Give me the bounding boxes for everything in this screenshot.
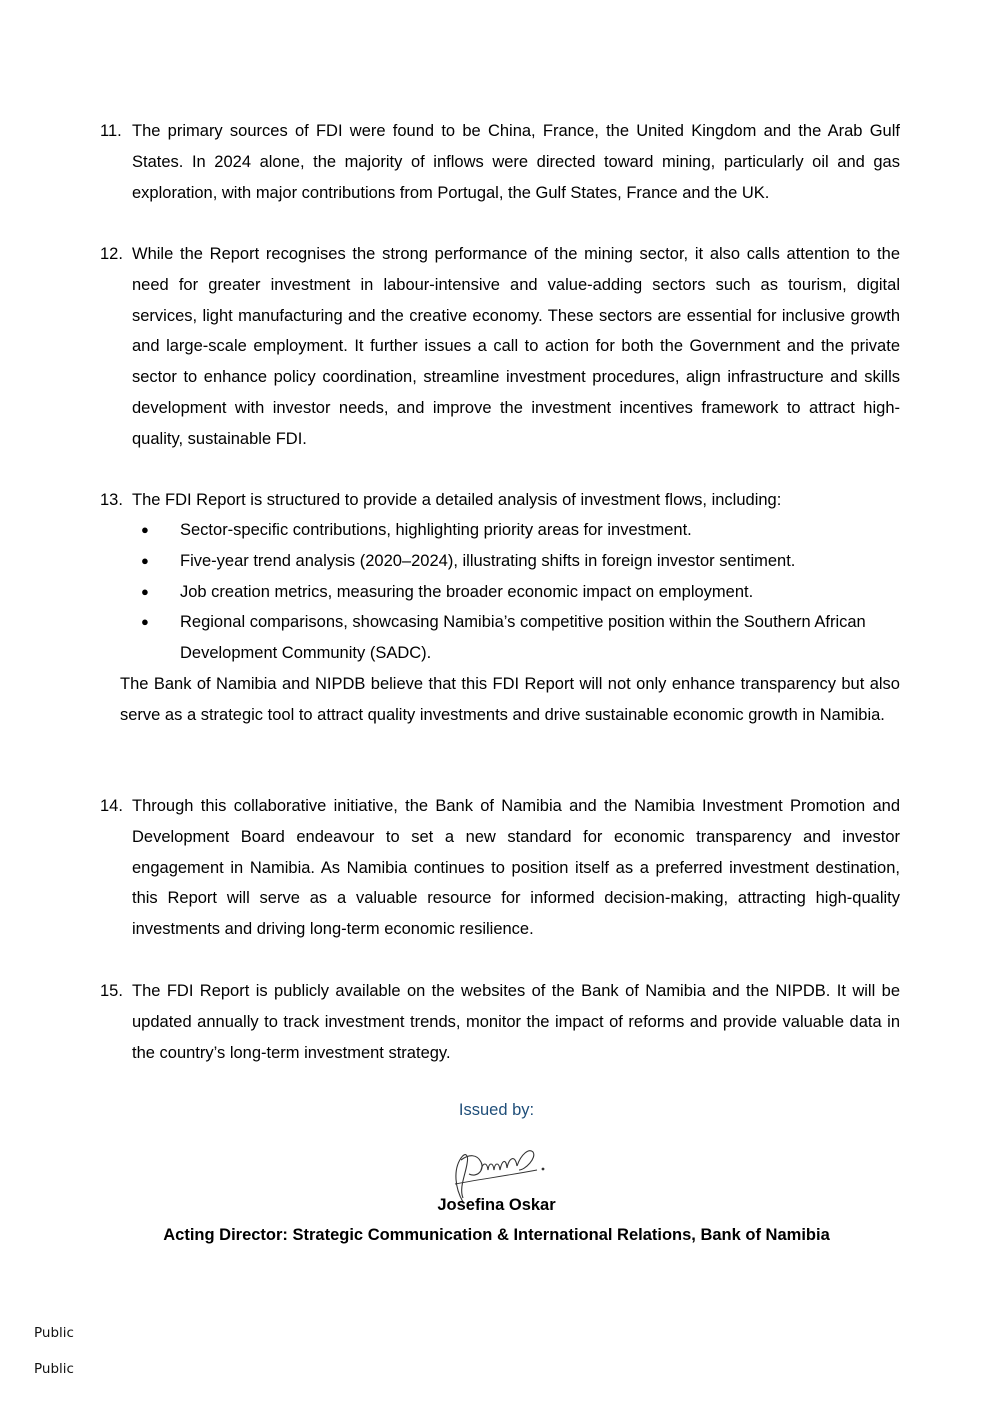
signer-name: Josefina Oskar [437, 1196, 556, 1214]
paragraph-14 [100, 791, 900, 945]
list-item [132, 515, 900, 546]
bullet-icon: ● [141, 614, 149, 630]
bullet-icon: ● [141, 552, 149, 568]
bullet-list [132, 515, 900, 669]
paragraph-13 [100, 485, 900, 516]
paragraph-text: The FDI Report is publicly available on the websites of the Bank of Namibia and the NIPDB. It will be updated annually to track investment trends, monitor the impact of reforms and provide valuable data in the country’s long-term investment strategy. [132, 982, 900, 1062]
signer-title: Acting Director: Strategic Communication & International Relations, Bank of Namibia [163, 1226, 830, 1244]
paragraph-text: The FDI Report is structured to provide a detailed analysis of investment flows, including: [132, 491, 782, 509]
paragraph-number: 13. [100, 491, 123, 509]
list-item-text: Sector-specific contributions, highlighting priority areas for investment. [180, 521, 692, 539]
paragraph-13-closing: The Bank of Namibia and NIPDB believe that this FDI Report will not only enhance transparency but also serve as a strategic tool to attract quality investments and drive sustainable economic growth in Namibia. [120, 675, 900, 724]
classification-label: Public [34, 1361, 74, 1377]
bullet-icon: ● [141, 522, 149, 537]
paragraph-text: The primary sources of FDI were found to be China, France, the United Kingdom and the Arab Gulf States. In 2024 alone, the majority of inflows were directed toward mining, particularly oil and gas exploration, with major contributions from Portugal, the Gulf States, France and the UK. [132, 122, 900, 202]
list-item [132, 607, 900, 669]
list-item-text: Five-year trend analysis (2020–2024), illustrating shifts in foreign investor sentiment. [180, 551, 796, 570]
issued-by-label: Issued by: [458, 1101, 535, 1119]
list-item-text: Regional comparisons, showcasing Namibia’s competitive position within the Southern African Development Community (SADC). [180, 613, 866, 663]
paragraph-text: Through this collaborative initiative, the Bank of Namibia and the Namibia Investment Promotion and Development Board endeavour to set a new standard for economic transparency and investor engagement in Namibia. As Namibia continues to position itself as a preferred investment destination, this Report will serve as a valuable resource for informed decision-making, attracting high-quality investments and driving long-term economic resilience. [132, 797, 900, 939]
paragraph-number: 11. [100, 122, 122, 140]
paragraph-12 [100, 239, 900, 455]
paragraph-15 [100, 976, 900, 1068]
classification-label: Public [34, 1325, 74, 1341]
paragraph-text: While the Report recognises the strong performance of the mining sector, it also calls attention to the need for greater investment in labour-intensive and value-adding sectors such as tourism, digital services, light manufacturing and the creative economy. These sectors are essential for inclusive growth and large-scale employment. It further issues a call to action for both the Government and the private sector to enhance policy coordination, streamline investment procedures, align infrastructure and skills development with investor needs, and improve the investment incentives framework to attract high-quality, sustainable FDI. [132, 245, 900, 448]
paragraph-11 [100, 116, 900, 208]
paragraph-number: 15. [100, 982, 123, 1000]
list-item [132, 546, 900, 577]
paragraph-number: 12. [100, 245, 123, 263]
list-item [132, 577, 900, 608]
list-item-text: Job creation metrics, measuring the broader economic impact on employment. [180, 582, 754, 601]
paragraph-number: 14. [100, 797, 123, 815]
bullet-icon: ● [141, 583, 149, 599]
